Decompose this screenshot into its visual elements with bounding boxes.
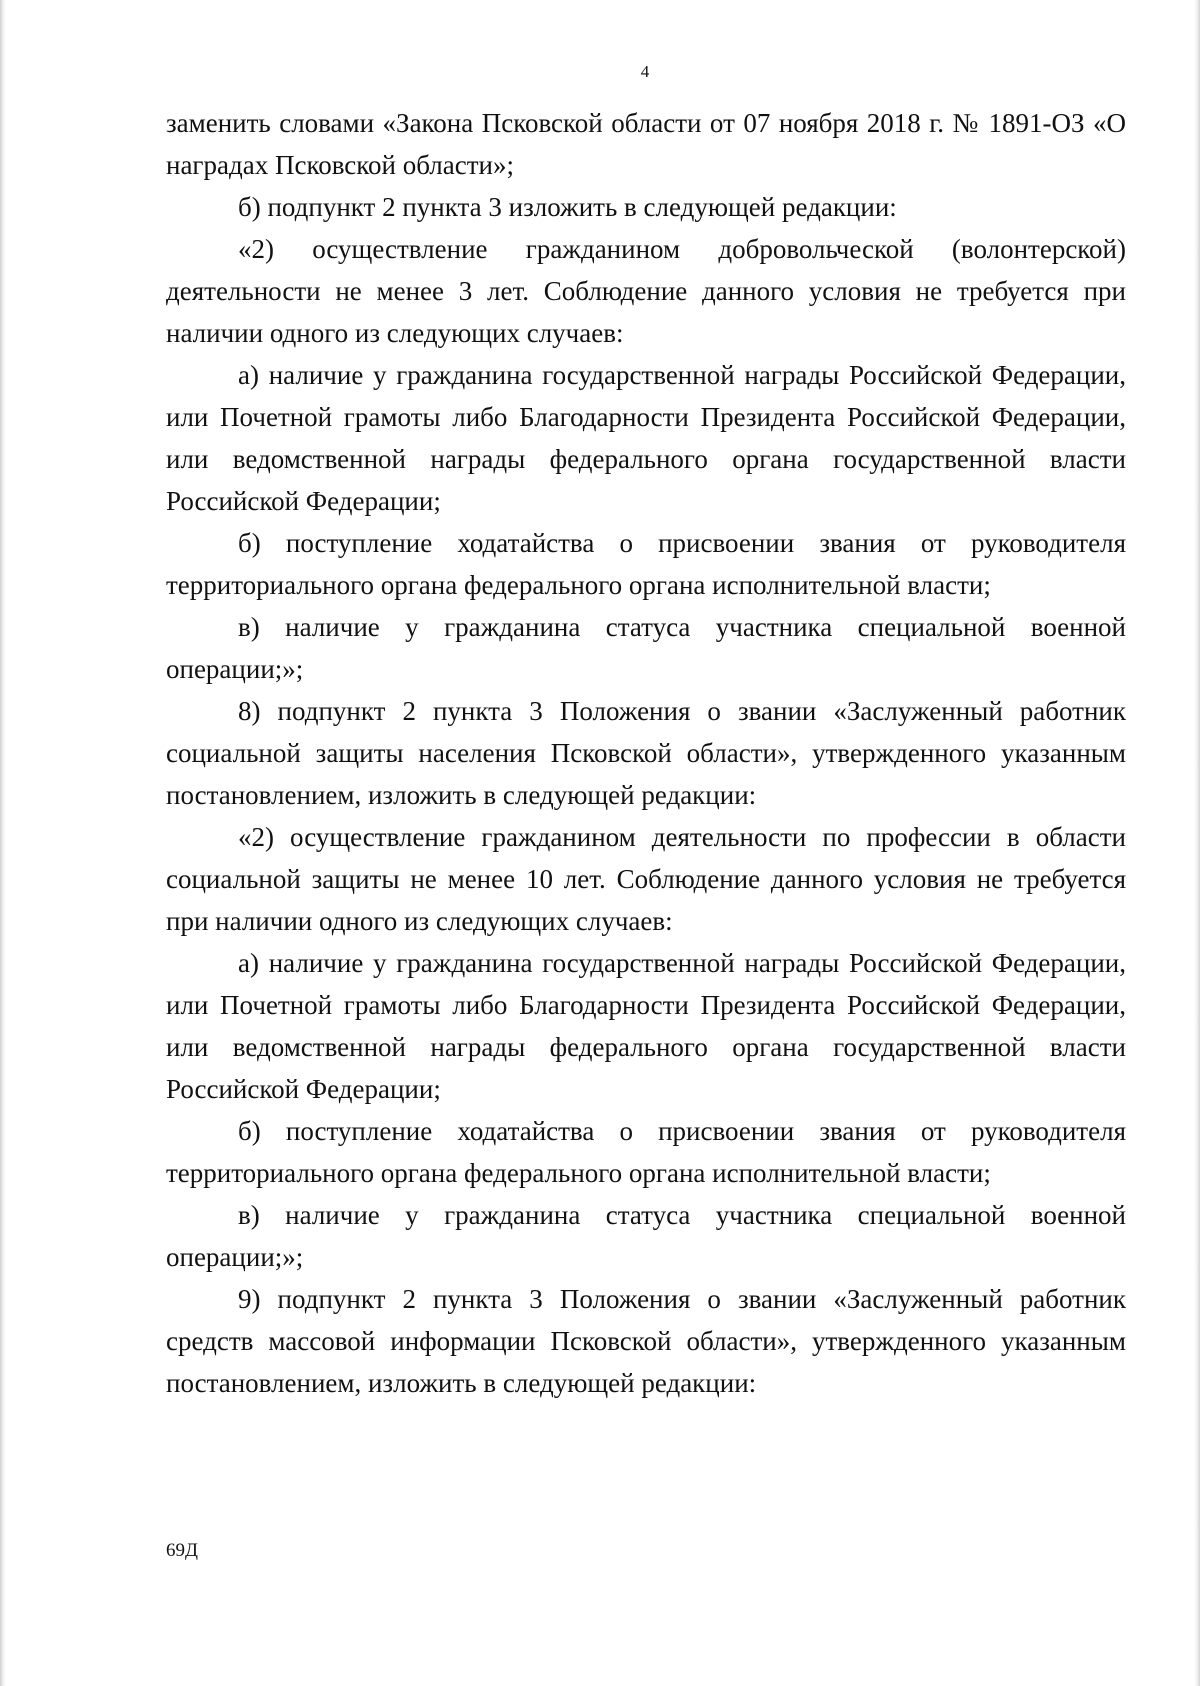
paragraph: в) наличие у гражданина статуса участника специальной военной операции;»;: [166, 1200, 1126, 1272]
page-number: 4: [640, 62, 650, 81]
scan-right-edge: [1194, 0, 1200, 1686]
paragraph: а) наличие у гражданина государственной награды Российской Федерации, или Почетной грамоты либо Благодарности Президента Российской Федерации, или ведомственной награды федерального органа государственной власти Российской Федерации;: [166, 948, 1126, 1104]
paragraph: б) поступление ходатайства о присвоении звания от руководителя территориального органа федерального органа исполнительной власти;: [166, 528, 1126, 600]
document-body: [166, 102, 1126, 1404]
paragraph: б) подпункт 2 пункта 3 изложить в следующей редакции:: [238, 192, 897, 222]
scan-left-edge: [0, 0, 6, 1686]
paragraph: 9) подпункт 2 пункта 3 Положения о звании «Заслуженный работник средств массовой информации Псковской области», утвержденного указанным постановлением, изложить в следующей редакции:: [166, 1284, 1126, 1398]
paragraph: в) наличие у гражданина статуса участника специальной военной операции;»;: [166, 612, 1126, 684]
paragraph: «2) осуществление гражданином деятельности по профессии в области социальной защиты не менее 10 лет. Соблюдение данного условия не требуется при наличии одного из следующих случаев:: [166, 822, 1126, 936]
paragraph: а) наличие у гражданина государственной награды Российской Федерации, или Почетной грамоты либо Благодарности Президента Российской Федерации, или ведомственной награды федерального органа государственной власти Российской Федерации;: [166, 360, 1126, 516]
paragraph: «2) осуществление гражданином добровольческой (волонтерской) деятельности не менее 3 лет. Соблюдение данного условия не требуется при наличии одного из следующих случаев:: [166, 234, 1126, 348]
paragraph: б) поступление ходатайства о присвоении звания от руководителя территориального органа федерального органа исполнительной власти;: [166, 1116, 1126, 1188]
paragraph: заменить словами «Закона Псковской области от 07 ноября 2018 г. № 1891-ОЗ «О наградах Псковской области»;: [166, 108, 1126, 180]
paragraph: 8) подпункт 2 пункта 3 Положения о звании «Заслуженный работник социальной защиты населения Псковской области», утвержденного указанным постановлением, изложить в следующей редакции:: [166, 696, 1126, 810]
document-code: 69Д: [166, 1540, 198, 1561]
